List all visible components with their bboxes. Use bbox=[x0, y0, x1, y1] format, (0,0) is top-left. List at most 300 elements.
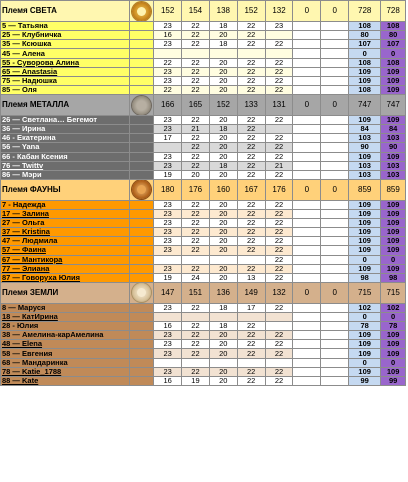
tribe-emblem-cell bbox=[129, 94, 154, 115]
member-name: 58 — Евгения bbox=[1, 349, 130, 358]
member-score-empty bbox=[321, 228, 349, 237]
member-score-empty bbox=[293, 273, 321, 282]
member-name: 45 — Алена bbox=[1, 49, 130, 58]
member-row bbox=[1, 200, 406, 209]
member-final: 0 bbox=[381, 358, 406, 367]
member-total: 78 bbox=[349, 322, 381, 331]
member-name: 66 - Кабан Ксения bbox=[1, 152, 130, 161]
member-score bbox=[182, 358, 210, 367]
tribe-final-total: 747 bbox=[381, 94, 406, 115]
member-score-empty bbox=[293, 228, 321, 237]
member-row bbox=[1, 152, 406, 161]
spacer-cell bbox=[129, 367, 154, 376]
member-score: 22 bbox=[237, 152, 265, 161]
member-score-empty bbox=[293, 200, 321, 209]
member-score: 22 bbox=[237, 200, 265, 209]
member-total: 80 bbox=[349, 31, 381, 40]
member-total: 109 bbox=[349, 228, 381, 237]
member-score: 22 bbox=[237, 161, 265, 170]
member-score-empty bbox=[321, 322, 349, 331]
tribe-round-total: 0 bbox=[321, 179, 349, 200]
member-score: 21 bbox=[182, 125, 210, 134]
member-score-empty bbox=[293, 85, 321, 94]
member-score: 20 bbox=[209, 228, 237, 237]
member-score-empty bbox=[321, 161, 349, 170]
member-score: 23 bbox=[154, 22, 182, 31]
tribe-round-total: 0 bbox=[293, 282, 321, 303]
tribe-header-row bbox=[1, 179, 406, 200]
member-score-empty bbox=[321, 340, 349, 349]
member-name: 78 — Katie_1788 bbox=[1, 367, 130, 376]
member-row bbox=[1, 255, 406, 264]
member-name: 76 — Twittv bbox=[1, 161, 130, 170]
member-score: 22 bbox=[237, 31, 265, 40]
member-name: 86 — Мэри bbox=[1, 170, 130, 179]
member-score-empty bbox=[321, 210, 349, 219]
member-score: 22 bbox=[265, 246, 293, 255]
member-total: 109 bbox=[349, 76, 381, 85]
member-name: 65 — Anastasia bbox=[1, 67, 130, 76]
member-score-empty bbox=[293, 40, 321, 49]
member-name: 8 — Маруся bbox=[1, 304, 130, 313]
member-score: 20 bbox=[209, 273, 237, 282]
member-score: 19 bbox=[182, 376, 210, 385]
member-score-empty bbox=[321, 31, 349, 40]
member-score: 23 bbox=[154, 116, 182, 125]
spacer-cell bbox=[129, 358, 154, 367]
member-score-empty bbox=[321, 255, 349, 264]
member-score bbox=[154, 358, 182, 367]
member-row bbox=[1, 264, 406, 273]
member-score: 20 bbox=[209, 331, 237, 340]
member-score: 18 bbox=[209, 125, 237, 134]
coin-emblem-icon bbox=[132, 96, 151, 115]
member-score: 22 bbox=[182, 219, 210, 228]
spacer-cell bbox=[129, 161, 154, 170]
member-final: 78 bbox=[381, 322, 406, 331]
member-score: 22 bbox=[182, 349, 210, 358]
member-score bbox=[182, 49, 210, 58]
member-total: 109 bbox=[349, 237, 381, 246]
member-score: 23 bbox=[265, 22, 293, 31]
member-score: 22 bbox=[265, 304, 293, 313]
member-row bbox=[1, 116, 406, 125]
member-score: 22 bbox=[265, 255, 293, 264]
member-name: 67 — Мантикора bbox=[1, 255, 130, 264]
tribe-total: 728 bbox=[349, 1, 381, 22]
member-name: 25 — Клубничка bbox=[1, 31, 130, 40]
member-total: 0 bbox=[349, 358, 381, 367]
member-total: 107 bbox=[349, 40, 381, 49]
member-final: 102 bbox=[381, 304, 406, 313]
member-score-empty bbox=[293, 237, 321, 246]
member-name: 26 — Светлана… Бегемот bbox=[1, 116, 130, 125]
member-score-empty bbox=[293, 255, 321, 264]
member-score: 22 bbox=[265, 152, 293, 161]
member-name: 68 — Мандаринка bbox=[1, 358, 130, 367]
member-score-empty bbox=[293, 31, 321, 40]
tribe-round-total: 149 bbox=[237, 282, 265, 303]
member-score: 18 bbox=[209, 22, 237, 31]
member-score: 22 bbox=[237, 143, 265, 152]
member-score: 23 bbox=[154, 67, 182, 76]
member-score: 20 bbox=[209, 367, 237, 376]
member-row bbox=[1, 358, 406, 367]
member-score bbox=[237, 358, 265, 367]
member-score: 23 bbox=[154, 219, 182, 228]
member-score: 22 bbox=[265, 340, 293, 349]
member-row bbox=[1, 161, 406, 170]
spacer-cell bbox=[129, 228, 154, 237]
member-score: 22 bbox=[182, 264, 210, 273]
tribe-header-row bbox=[1, 94, 406, 115]
tribe-round-total: 138 bbox=[209, 1, 237, 22]
member-score-empty bbox=[293, 246, 321, 255]
member-score: 22 bbox=[265, 116, 293, 125]
member-score-empty bbox=[293, 76, 321, 85]
member-final: 109 bbox=[381, 349, 406, 358]
member-final: 103 bbox=[381, 161, 406, 170]
member-score bbox=[237, 255, 265, 264]
member-score-empty bbox=[321, 76, 349, 85]
member-final: 99 bbox=[381, 376, 406, 385]
member-score: 22 bbox=[237, 219, 265, 228]
tribe-round-total: 136 bbox=[209, 282, 237, 303]
member-final: 103 bbox=[381, 170, 406, 179]
member-row bbox=[1, 125, 406, 134]
member-score bbox=[237, 49, 265, 58]
member-name: 7 - Надежда bbox=[1, 200, 130, 209]
member-total: 103 bbox=[349, 170, 381, 179]
member-total: 109 bbox=[349, 116, 381, 125]
member-total: 109 bbox=[349, 340, 381, 349]
member-score-empty bbox=[293, 49, 321, 58]
member-final: 103 bbox=[381, 134, 406, 143]
member-final: 107 bbox=[381, 40, 406, 49]
member-score: 22 bbox=[182, 85, 210, 94]
tribe-round-total: 0 bbox=[321, 94, 349, 115]
member-score: 20 bbox=[209, 67, 237, 76]
member-row bbox=[1, 219, 406, 228]
member-score: 22 bbox=[265, 85, 293, 94]
member-score-empty bbox=[293, 349, 321, 358]
member-score: 22 bbox=[182, 322, 210, 331]
spacer-cell bbox=[129, 49, 154, 58]
member-score: 23 bbox=[154, 264, 182, 273]
member-final: 109 bbox=[381, 367, 406, 376]
member-score: 22 bbox=[237, 125, 265, 134]
member-score: 22 bbox=[237, 210, 265, 219]
member-total: 0 bbox=[349, 255, 381, 264]
member-score: 20 bbox=[182, 170, 210, 179]
member-score: 23 bbox=[154, 349, 182, 358]
spacer-cell bbox=[129, 210, 154, 219]
member-score: 16 bbox=[154, 31, 182, 40]
member-score: 22 bbox=[182, 40, 210, 49]
spacer-cell bbox=[129, 313, 154, 322]
tribe-header-row bbox=[1, 282, 406, 303]
member-score: 13 bbox=[237, 273, 265, 282]
member-score: 22 bbox=[182, 76, 210, 85]
member-score: 18 bbox=[209, 304, 237, 313]
tribe-header-row bbox=[1, 1, 406, 22]
member-row bbox=[1, 304, 406, 313]
tribe-round-total: 131 bbox=[265, 94, 293, 115]
member-total: 90 bbox=[349, 143, 381, 152]
member-score-empty bbox=[321, 304, 349, 313]
lotus-emblem-icon bbox=[132, 283, 151, 302]
member-score: 22 bbox=[237, 76, 265, 85]
member-score-empty bbox=[293, 340, 321, 349]
tribe-total: 715 bbox=[349, 282, 381, 303]
spacer-cell bbox=[129, 40, 154, 49]
member-score bbox=[265, 322, 293, 331]
member-score: 22 bbox=[182, 22, 210, 31]
spacer-cell bbox=[129, 134, 154, 143]
member-final: 109 bbox=[381, 264, 406, 273]
member-score bbox=[265, 49, 293, 58]
member-score: 20 bbox=[209, 134, 237, 143]
member-score: 23 bbox=[154, 331, 182, 340]
tribe-emblem-cell bbox=[129, 282, 154, 303]
tribe-round-total: 0 bbox=[293, 1, 321, 22]
member-score: 22 bbox=[237, 264, 265, 273]
spacer-cell bbox=[129, 304, 154, 313]
member-score bbox=[265, 358, 293, 367]
member-final: 109 bbox=[381, 116, 406, 125]
member-score: 22 bbox=[237, 22, 265, 31]
spacer-cell bbox=[129, 58, 154, 67]
tribe-round-total: 176 bbox=[265, 179, 293, 200]
member-score: 17 bbox=[154, 134, 182, 143]
member-score: 22 bbox=[237, 367, 265, 376]
member-score bbox=[237, 313, 265, 322]
member-final: 109 bbox=[381, 340, 406, 349]
member-final: 98 bbox=[381, 273, 406, 282]
member-row bbox=[1, 134, 406, 143]
member-total: 0 bbox=[349, 313, 381, 322]
member-score: 23 bbox=[154, 340, 182, 349]
member-total: 99 bbox=[349, 376, 381, 385]
member-score: 22 bbox=[265, 58, 293, 67]
member-score: 21 bbox=[265, 161, 293, 170]
member-row bbox=[1, 143, 406, 152]
tribe-emblem-cell bbox=[129, 1, 154, 22]
member-row bbox=[1, 210, 406, 219]
spacer-cell bbox=[129, 264, 154, 273]
member-final: 0 bbox=[381, 313, 406, 322]
member-score-empty bbox=[321, 264, 349, 273]
tribe-round-total: 151 bbox=[182, 282, 210, 303]
member-score: 23 bbox=[154, 152, 182, 161]
member-score: 20 bbox=[209, 31, 237, 40]
member-score: 22 bbox=[182, 304, 210, 313]
member-score: 23 bbox=[154, 246, 182, 255]
member-score: 22 bbox=[237, 134, 265, 143]
member-score-empty bbox=[293, 331, 321, 340]
member-name: 27 — Ольга bbox=[1, 219, 130, 228]
tribe-round-total: 166 bbox=[154, 94, 182, 115]
member-final: 109 bbox=[381, 67, 406, 76]
member-total: 109 bbox=[349, 331, 381, 340]
member-score: 22 bbox=[237, 331, 265, 340]
tribe-round-total: 0 bbox=[293, 94, 321, 115]
member-name: 38 — Амелина-карАмелина bbox=[1, 331, 130, 340]
member-score: 22 bbox=[265, 210, 293, 219]
member-score: 22 bbox=[265, 134, 293, 143]
member-final: 109 bbox=[381, 85, 406, 94]
member-total: 98 bbox=[349, 273, 381, 282]
spacer-cell bbox=[129, 67, 154, 76]
member-score-empty bbox=[321, 40, 349, 49]
spacer-cell bbox=[129, 116, 154, 125]
member-score: 24 bbox=[182, 273, 210, 282]
member-score: 22 bbox=[265, 376, 293, 385]
member-row bbox=[1, 31, 406, 40]
member-score: 22 bbox=[182, 367, 210, 376]
member-score-empty bbox=[321, 200, 349, 209]
member-score: 22 bbox=[182, 200, 210, 209]
member-final: 108 bbox=[381, 22, 406, 31]
spacer-cell bbox=[129, 255, 154, 264]
member-name: 57 — Фаина bbox=[1, 246, 130, 255]
member-total: 84 bbox=[349, 125, 381, 134]
member-score: 22 bbox=[182, 210, 210, 219]
member-score: 20 bbox=[209, 376, 237, 385]
spacer-cell bbox=[129, 322, 154, 331]
member-total: 109 bbox=[349, 264, 381, 273]
member-score: 22 bbox=[182, 228, 210, 237]
tribe-round-total: 167 bbox=[237, 179, 265, 200]
member-name: 37 — Kristina bbox=[1, 228, 130, 237]
member-row bbox=[1, 340, 406, 349]
member-score: 20 bbox=[209, 219, 237, 228]
member-score: 23 bbox=[154, 76, 182, 85]
member-score-empty bbox=[293, 264, 321, 273]
member-score-empty bbox=[321, 313, 349, 322]
member-final: 109 bbox=[381, 246, 406, 255]
member-score: 22 bbox=[182, 340, 210, 349]
member-score: 22 bbox=[237, 349, 265, 358]
member-score: 22 bbox=[237, 237, 265, 246]
tribe-round-total: 176 bbox=[182, 179, 210, 200]
member-row bbox=[1, 313, 406, 322]
member-score: 22 bbox=[182, 143, 210, 152]
member-score: 23 bbox=[154, 367, 182, 376]
member-score: 23 bbox=[154, 200, 182, 209]
member-score: 22 bbox=[182, 58, 210, 67]
member-total: 108 bbox=[349, 22, 381, 31]
member-row bbox=[1, 322, 406, 331]
member-score: 22 bbox=[182, 152, 210, 161]
member-score: 20 bbox=[209, 170, 237, 179]
member-score: 22 bbox=[237, 116, 265, 125]
tribe-total: 747 bbox=[349, 94, 381, 115]
member-score: 22 bbox=[265, 367, 293, 376]
spacer-cell bbox=[129, 340, 154, 349]
member-total: 108 bbox=[349, 58, 381, 67]
tribe-round-total: 0 bbox=[321, 1, 349, 22]
member-score bbox=[154, 49, 182, 58]
member-score: 22 bbox=[265, 200, 293, 209]
member-score: 22 bbox=[237, 340, 265, 349]
member-row bbox=[1, 367, 406, 376]
member-score: 20 bbox=[209, 58, 237, 67]
member-score: 22 bbox=[237, 246, 265, 255]
member-score bbox=[182, 313, 210, 322]
spacer-cell bbox=[129, 22, 154, 31]
member-row bbox=[1, 170, 406, 179]
tribe-round-total: 160 bbox=[209, 179, 237, 200]
member-total: 0 bbox=[349, 49, 381, 58]
member-score-empty bbox=[321, 143, 349, 152]
member-score-empty bbox=[293, 210, 321, 219]
member-name: 17 — Залина bbox=[1, 210, 130, 219]
member-total: 109 bbox=[349, 200, 381, 209]
member-score bbox=[265, 313, 293, 322]
member-score: 22 bbox=[265, 76, 293, 85]
tribe-final-total: 859 bbox=[381, 179, 406, 200]
member-name: 55 - Суворова Алина bbox=[1, 58, 130, 67]
member-score: 22 bbox=[182, 31, 210, 40]
member-score: 22 bbox=[265, 228, 293, 237]
spacer-cell bbox=[129, 200, 154, 209]
member-score-empty bbox=[293, 358, 321, 367]
member-score: 19 bbox=[154, 273, 182, 282]
member-score: 19 bbox=[154, 170, 182, 179]
member-score-empty bbox=[321, 125, 349, 134]
member-score-empty bbox=[321, 49, 349, 58]
member-score: 20 bbox=[209, 237, 237, 246]
member-row bbox=[1, 331, 406, 340]
member-score bbox=[209, 313, 237, 322]
member-score-empty bbox=[321, 134, 349, 143]
member-score-empty bbox=[321, 331, 349, 340]
member-total: 109 bbox=[349, 219, 381, 228]
member-name: 56 — Yana bbox=[1, 143, 130, 152]
member-name: 36 — Ирина bbox=[1, 125, 130, 134]
member-score: 22 bbox=[237, 85, 265, 94]
member-score: 22 bbox=[237, 228, 265, 237]
member-score: 22 bbox=[265, 264, 293, 273]
member-score-empty bbox=[293, 116, 321, 125]
member-score: 22 bbox=[182, 134, 210, 143]
spacer-cell bbox=[129, 170, 154, 179]
member-final: 0 bbox=[381, 255, 406, 264]
member-name: 18 — КатИрина bbox=[1, 313, 130, 322]
member-score: 22 bbox=[265, 273, 293, 282]
member-total: 103 bbox=[349, 134, 381, 143]
member-score: 23 bbox=[154, 40, 182, 49]
member-score-empty bbox=[321, 367, 349, 376]
mandala-emblem-icon bbox=[132, 180, 151, 199]
member-score-empty bbox=[321, 219, 349, 228]
member-row bbox=[1, 58, 406, 67]
member-final: 109 bbox=[381, 76, 406, 85]
member-score: 22 bbox=[182, 237, 210, 246]
member-score: 20 bbox=[209, 76, 237, 85]
member-score-empty bbox=[321, 152, 349, 161]
member-score: 22 bbox=[237, 58, 265, 67]
tribe-round-total: 165 bbox=[182, 94, 210, 115]
spacer-cell bbox=[129, 237, 154, 246]
member-name: 87 — Говоруха Юлия bbox=[1, 273, 130, 282]
member-score bbox=[182, 255, 210, 264]
spacer-cell bbox=[129, 246, 154, 255]
tribe-name: Племя ЗЕМЛИ bbox=[1, 282, 130, 303]
member-score-empty bbox=[293, 58, 321, 67]
member-score-empty bbox=[321, 246, 349, 255]
